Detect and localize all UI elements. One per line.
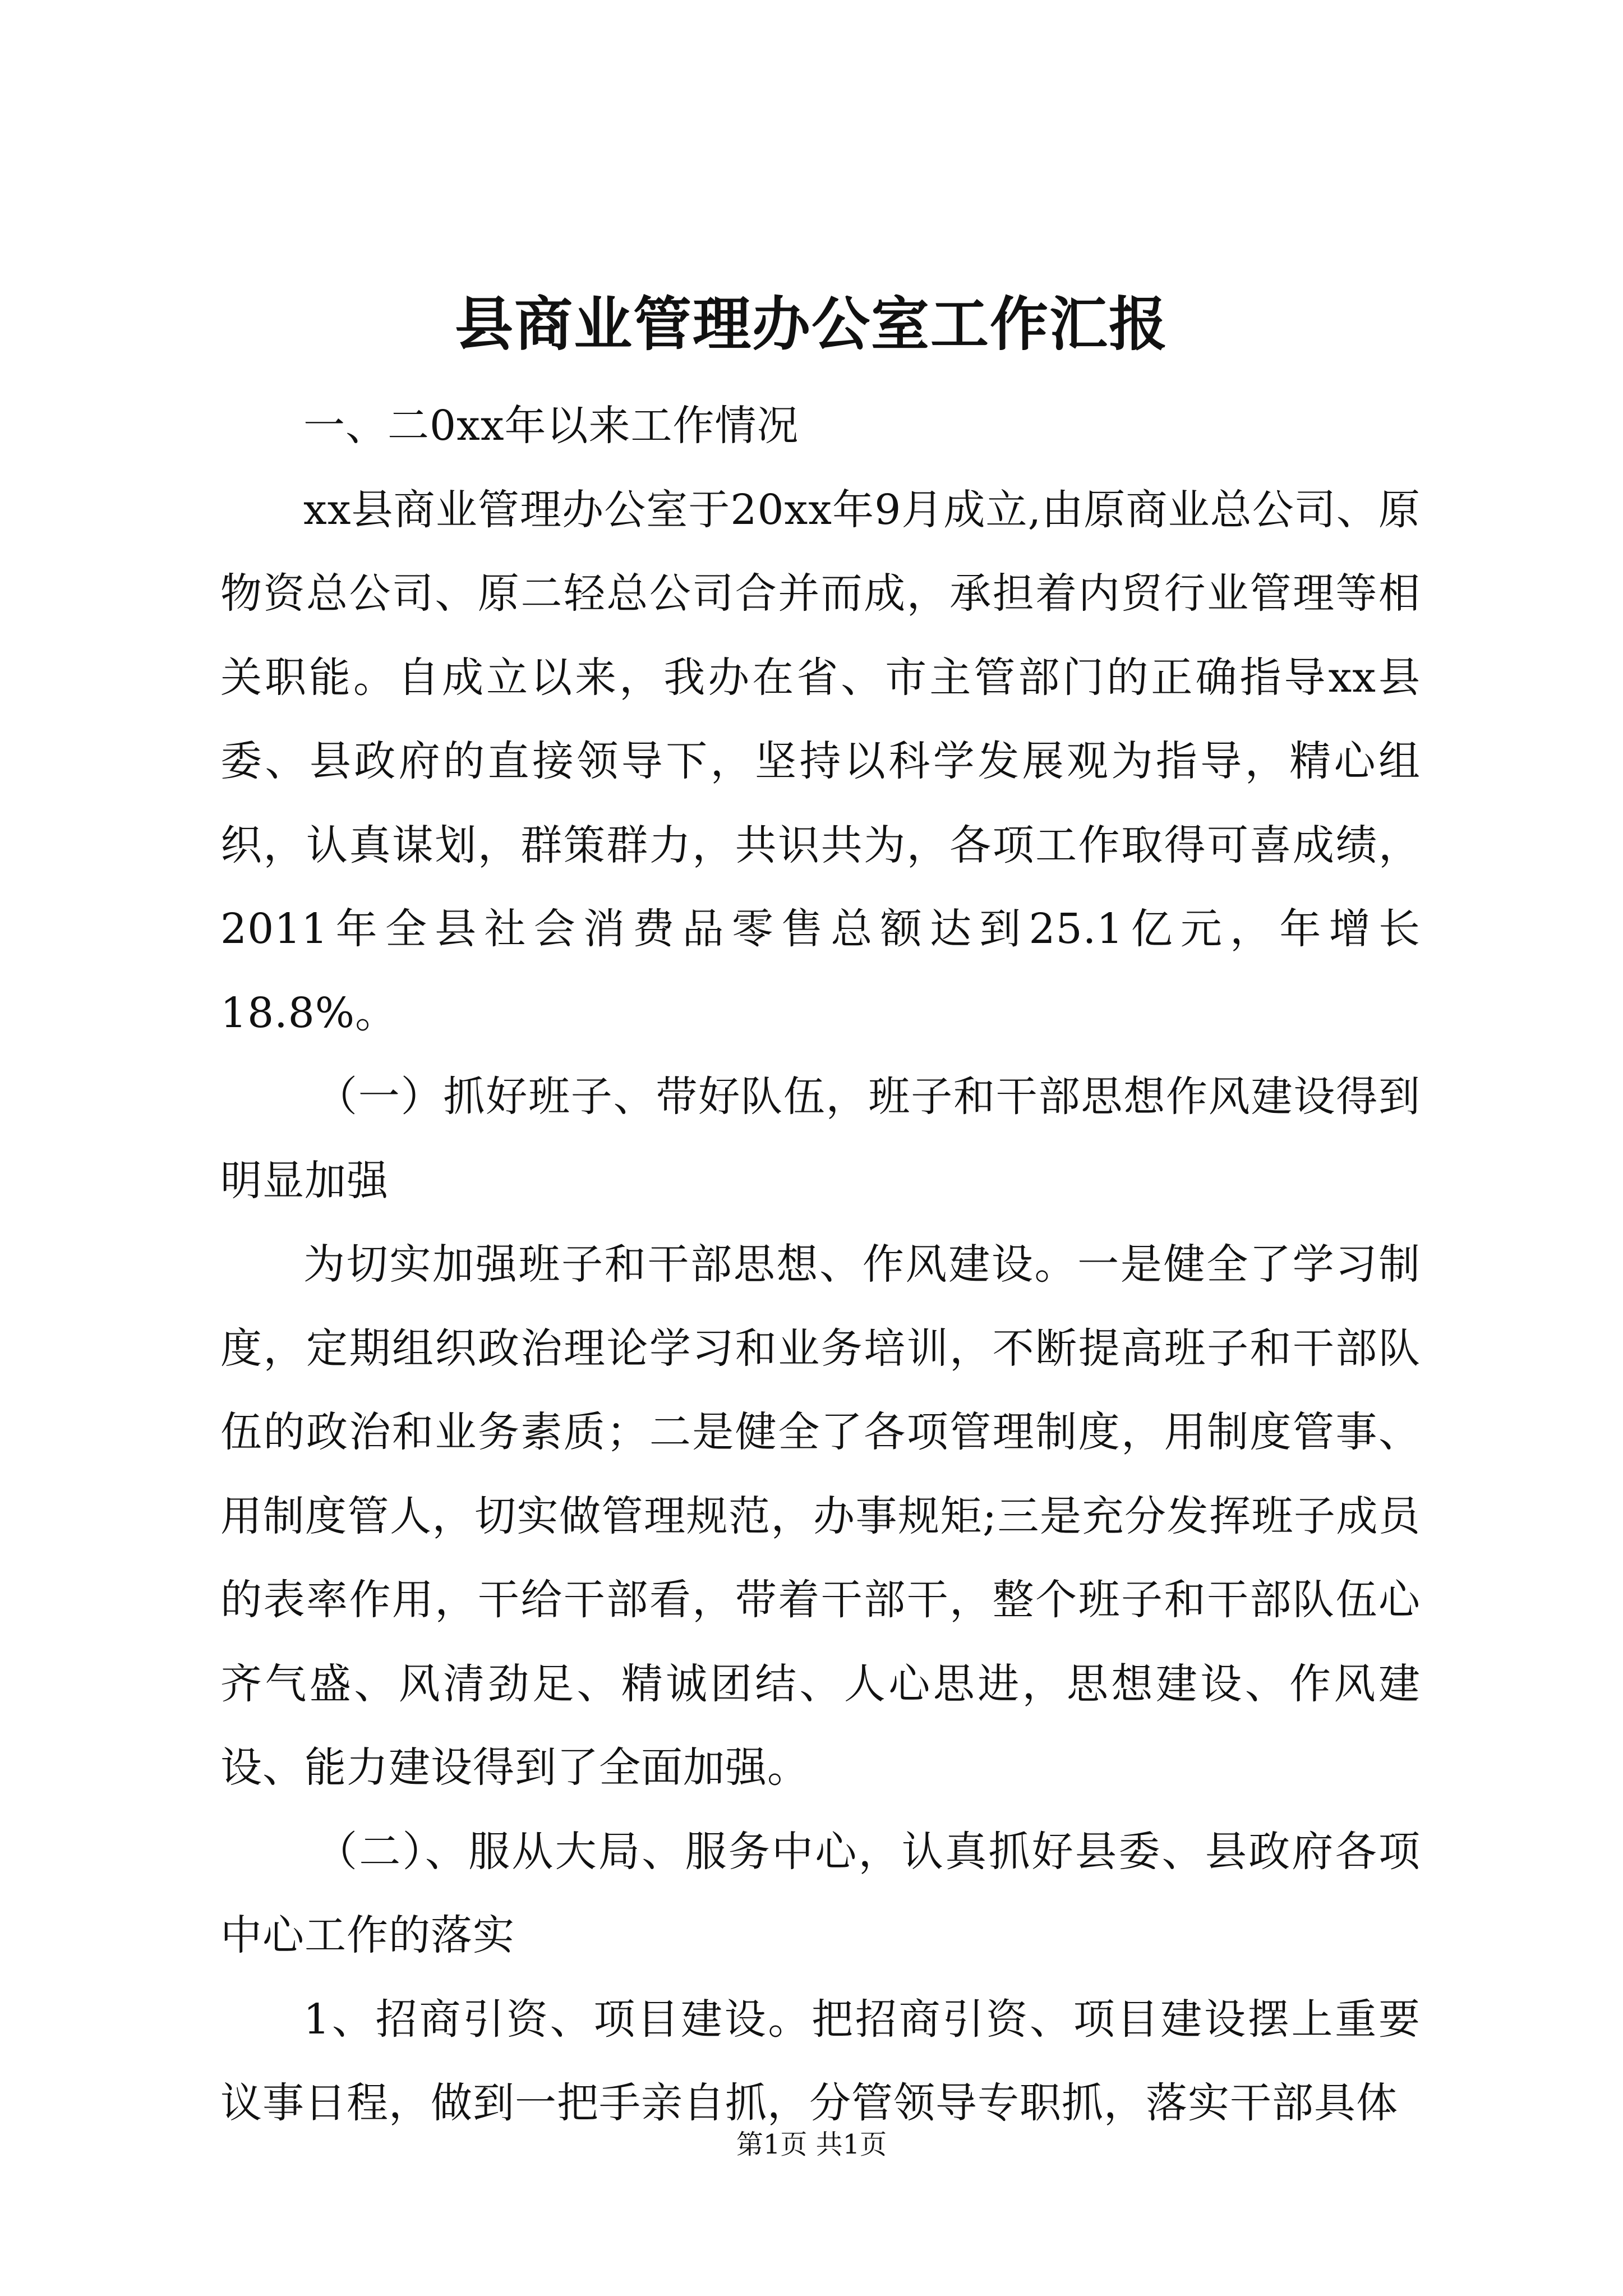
document-title: 县商业管理办公室工作汇报 [454, 289, 1168, 358]
section-heading-1: 一、二0xx年以来工作情况 [303, 402, 799, 450]
document-body [220, 384, 1421, 2146]
body-paragraph-team: 为切实加强班子和干部思想、作风建设。一是健全了学习制度，定期组织政治理论学习和业务培训，不断提高班子和干部队伍的政治和业务素质；二是健全了各项管理制度，用制度管事、用制度管人，切实做管理规范，办事规矩;三是充分发挥班子成员的表率作用，干给干部看，带着干部干，整个班子和干部队伍心齐气盛、风清劲足、精诚团结、人心思进，思想建设、作风建设、能力建设得到了全面加强。 [220, 1240, 1421, 1792]
page-footer [0, 2125, 1623, 2164]
body-paragraph-investment: 1、招商引资、项目建设。把招商引资、项目建设摆上重要议事日程，做到一把手亲自抓，分管领导专职抓，落实干部具体 [220, 1995, 1421, 2127]
subsection-heading-1: （一）抓好班子、带好队伍，班子和干部思想作风建设得到明显加强 [220, 1073, 1421, 1205]
subsection-heading-2: （二）、服从大局、服务中心，认真抓好县委、县政府各项中心工作的落实 [220, 1827, 1421, 1959]
page-number-label: 第1页 共1页 [736, 2129, 887, 2160]
body-paragraph-intro: xx县商业管理办公室于20xx年9月成立,由原商业总公司、原物资总公司、原二轻总公司合并而成，承担着内贸行业管理等相关职能。自成立以来，我办在省、市主管部门的正确指导xx县委、县政府的直接领导下，坚持以科学发展观为指导，精心组织，认真谋划，群策群力，共识共为，各项工作取得可喜成绩，2011年全县社会消费品零售总额达到25.1亿元，年增长18.8%。 [220, 485, 1421, 1037]
